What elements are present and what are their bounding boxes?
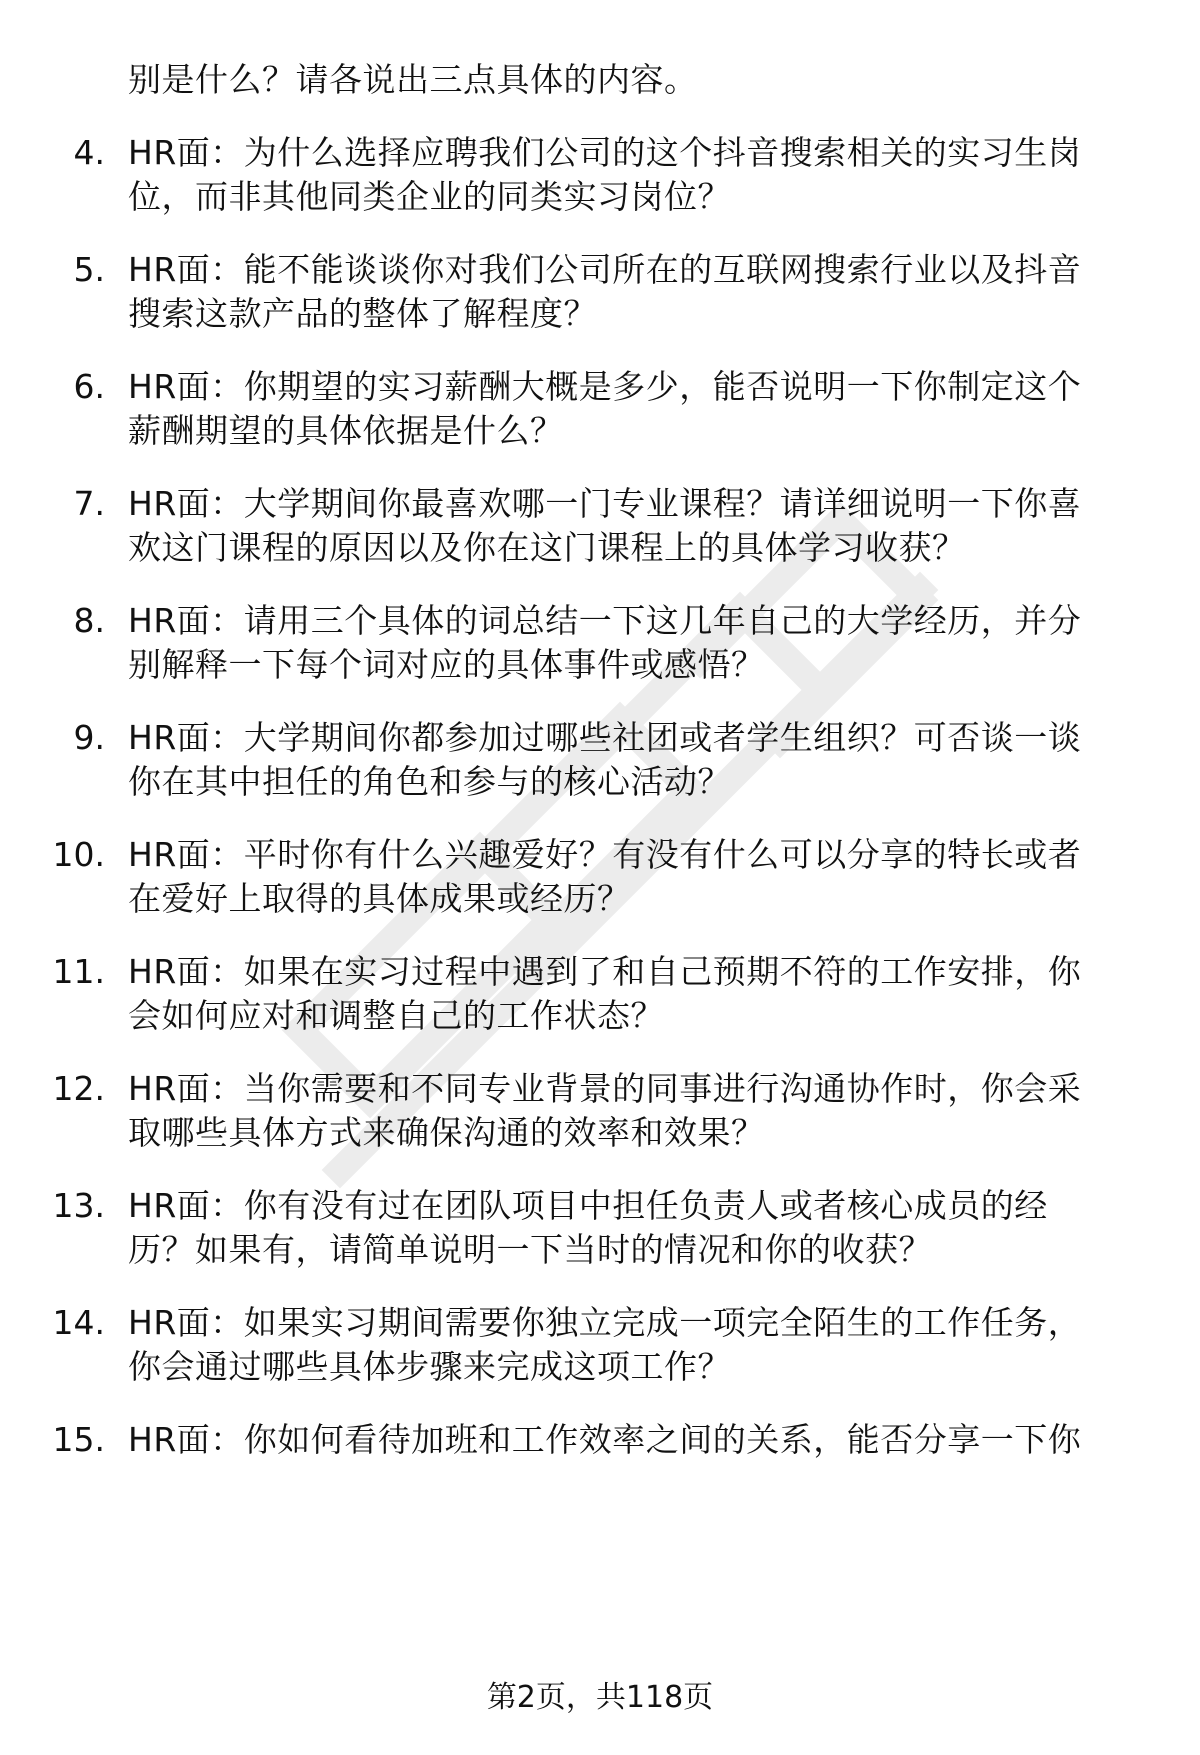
item-text-line: HR面：如果实习期间需要你独立完成一项完全陌生的工作任务， [128, 1303, 1082, 1342]
item-text-line: 会如何应对和调整自己的工作状态？ [128, 996, 664, 1035]
item-number: 7. [73, 484, 105, 523]
item-number: 6. [73, 367, 105, 406]
item-text-line: HR面：能不能谈谈你对我们公司所在的互联网搜索行业以及抖音 [128, 250, 1082, 289]
item-number: 14. [52, 1303, 105, 1342]
item-text-line: 取哪些具体方式来确保沟通的效率和效果？ [128, 1113, 765, 1152]
item-text-line: HR面：大学期间你都参加过哪些社团或者学生组织？可否谈一谈 [128, 718, 1082, 757]
item-number: 8. [73, 601, 105, 640]
item-text-line: 你会通过哪些具体步骤来完成这项工作？ [128, 1347, 731, 1386]
item-number: 15. [52, 1420, 105, 1459]
item-text-line: 位，而非其他同类企业的同类实习岗位？ [128, 177, 731, 216]
item-text-line: HR面：当你需要和不同专业背景的同事进行沟通协作时，你会采 [128, 1069, 1082, 1108]
item-text-line: 你在其中担任的角色和参与的核心活动？ [128, 762, 731, 801]
item-text-line: 欢这门课程的原因以及你在这门课程上的具体学习收获？ [128, 528, 966, 567]
item-text-line: HR面：平时你有什么兴趣爱好？有没有什么可以分享的特长或者 [128, 835, 1082, 874]
item-text-line: HR面：请用三个具体的词总结一下这几年自己的大学经历，并分 [128, 601, 1082, 640]
item-number: 4. [73, 133, 105, 172]
page-footer: 第2页，共118页 [486, 1680, 714, 1715]
item-number: 10. [52, 835, 105, 874]
item-text-line: HR面：大学期间你最喜欢哪一门专业课程？请详细说明一下你喜 [128, 484, 1082, 523]
continuation-text: 别是什么？请各说出三点具体的内容。 [128, 60, 698, 99]
item-number: 12. [52, 1069, 105, 1108]
item-text-line: HR面：你有没有过在团队项目中担任负责人或者核心成员的经 [128, 1186, 1048, 1225]
item-number: 13. [52, 1186, 105, 1225]
item-number: 9. [73, 718, 105, 757]
item-text-line: 在爱好上取得的具体成果或经历？ [128, 879, 631, 918]
item-text-line: HR面：如果在实习过程中遇到了和自己预期不符的工作安排，你 [128, 952, 1082, 991]
item-text-line: HR面：为什么选择应聘我们公司的这个抖音搜索相关的实习生岗 [128, 133, 1082, 172]
item-text-line: HR面：你期望的实习薪酬大概是多少，能否说明一下你制定这个 [128, 367, 1082, 406]
item-text-line: HR面：你如何看待加班和工作效率之间的关系，能否分享一下你 [128, 1420, 1082, 1459]
item-text-line: 搜索这款产品的整体了解程度？ [128, 294, 597, 333]
item-number: 11. [52, 952, 105, 991]
item-text-line: 薪酬期望的具体依据是什么？ [128, 411, 564, 450]
item-text-line: 历？如果有，请简单说明一下当时的情况和你的收获？ [128, 1230, 932, 1269]
item-number: 5. [73, 250, 105, 289]
item-text-line: 别解释一下每个词对应的具体事件或感悟？ [128, 645, 765, 684]
